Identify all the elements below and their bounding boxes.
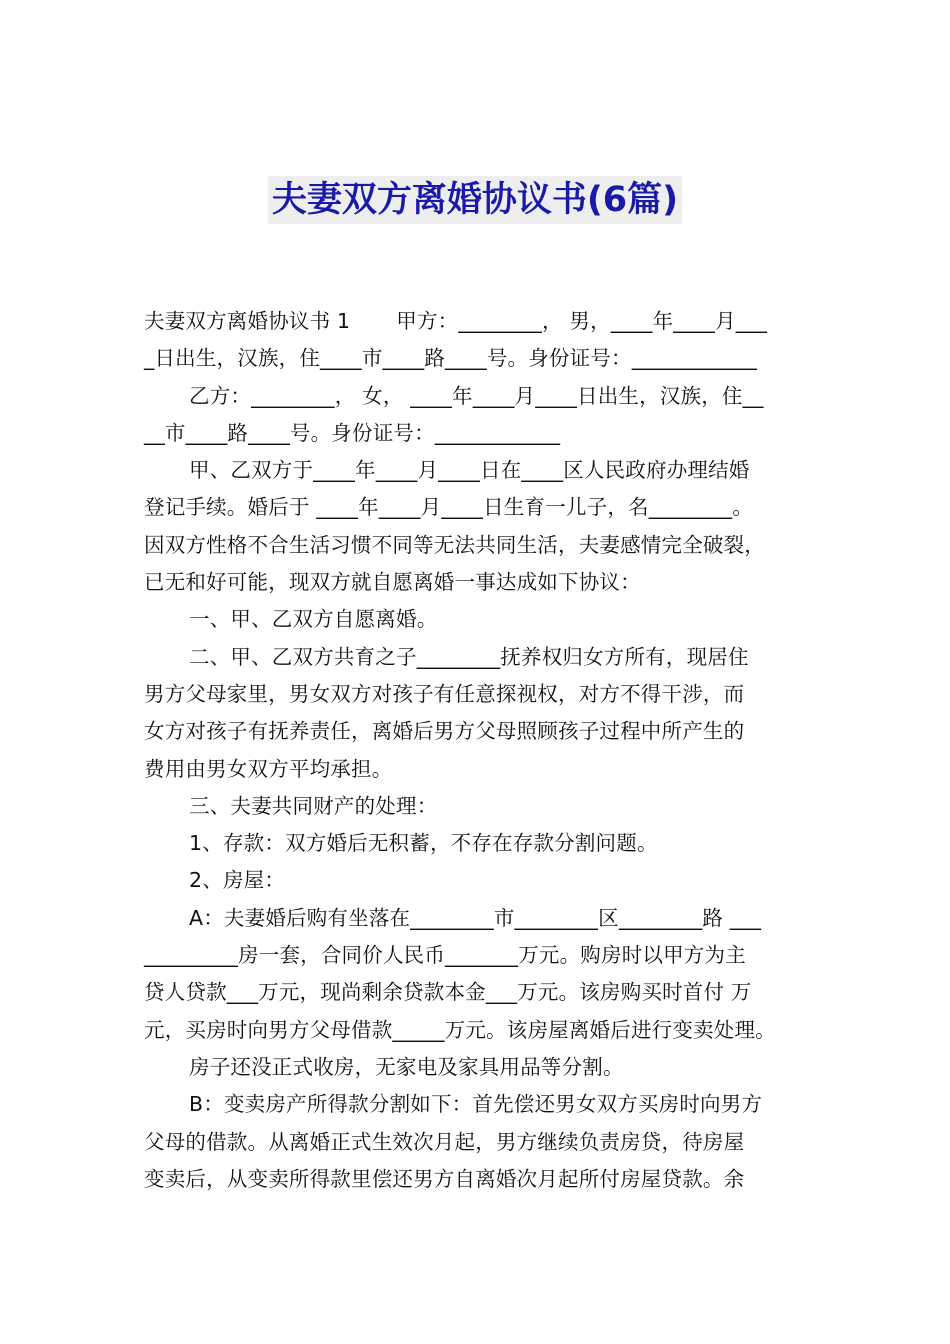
line-text: 房子还没正式收房，无家电及家具用品等分割。 (189, 1054, 624, 1079)
line-text: __市____路____号。身份证号：____________ (144, 420, 561, 445)
line-text: 费用由男女双方平均承担。 (144, 756, 393, 781)
paragraph-line (144, 303, 812, 340)
paragraph-line (144, 1086, 812, 1123)
paragraph-line (144, 1049, 812, 1086)
line-text: 父母的借款。从离婚正式生效次月起，男方继续负责房贷，待房屋 (144, 1129, 745, 1154)
paragraph-line (144, 639, 812, 676)
line-text: 贷人贷款___万元，现尚剩余贷款本金___万元。该房购买时首付 万 (144, 980, 752, 1005)
paragraph-line (144, 676, 812, 713)
line-text: 登记手续。婚后于 ____年____月____日生育一儿子，名________。 (144, 495, 754, 520)
line-text: 男方父母家里，男女双方对孩子有任意探视权，对方不得干涉，而 (144, 681, 745, 706)
line-text: 二、甲、乙双方共育之子________抚养权归女方所有，现居住 (189, 644, 749, 669)
paragraph-line (144, 601, 812, 638)
paragraph-line (144, 900, 812, 937)
line-text: 2、房屋： (189, 868, 286, 893)
paragraph-line (144, 527, 812, 564)
line-text: 元，买房时向男方父母借款_____万元。该房屋离婚后进行变卖处理。 (144, 1017, 776, 1042)
paragraph-line (144, 825, 812, 862)
line-text: 乙方：________， 女， ____年____月____日出生，汉族，住__ (189, 383, 764, 408)
line-text-tail: 甲方：________， 男，____年____月___ (396, 309, 768, 333)
line-text: 1、存款：双方婚后无积蓄，不存在存款分割问题。 (189, 831, 658, 856)
line-text: 女方对孩子有抚养责任，离婚后男方父母照顾孩子过程中所产生的 (144, 719, 745, 744)
paragraph-line (144, 974, 812, 1011)
line-text: 因双方性格不合生活习惯不同等无法共同生活，夫妻感情完全破裂， (144, 532, 765, 557)
line-text: 已无和好可能，现双方就自愿离婚一事达成如下协议： (144, 570, 641, 595)
title-container (0, 176, 950, 224)
paragraph-line (144, 1161, 812, 1198)
line-text: B：变卖房产所得款分割如下：首先偿还男女双方买房时向男方 (189, 1092, 763, 1117)
line-text: 三、夫妻共同财产的处理： (189, 793, 438, 818)
paragraph-line (144, 713, 812, 750)
document-title: 夫妻双方离婚协议书(6篇) (268, 176, 682, 224)
document-body (144, 303, 812, 1198)
line-text: 甲、乙双方于____年____月____日在____区人民政府办理结婚 (189, 458, 750, 483)
paragraph-line (144, 862, 812, 899)
line-text: _________房一套，合同价人民币_______万元。购房时以甲方为主 (144, 943, 746, 968)
paragraph-line (144, 415, 812, 452)
paragraph-line (144, 788, 812, 825)
paragraph-line (144, 489, 812, 526)
paragraph-line (144, 1124, 812, 1161)
line-text: 变卖后，从变卖所得款里偿还男方自离婚次月起所付房屋贷款。余 (144, 1166, 745, 1191)
paragraph-line (144, 1012, 812, 1049)
line-text: 夫妻双方离婚协议书 1 (144, 309, 351, 333)
line-text: 一、甲、乙双方自愿离婚。 (189, 607, 438, 632)
paragraph-line (144, 564, 812, 601)
paragraph-line (144, 378, 812, 415)
paragraph-line (144, 751, 812, 788)
paragraph-line (144, 340, 812, 377)
line-text: _日出生，汉族，住____市____路____号。身份证号：____________ (144, 346, 758, 371)
paragraph-line (144, 452, 812, 489)
paragraph-line (144, 937, 812, 974)
line-text: A：夫妻婚后购有坐落在________市________区________路 ___ (189, 905, 762, 930)
